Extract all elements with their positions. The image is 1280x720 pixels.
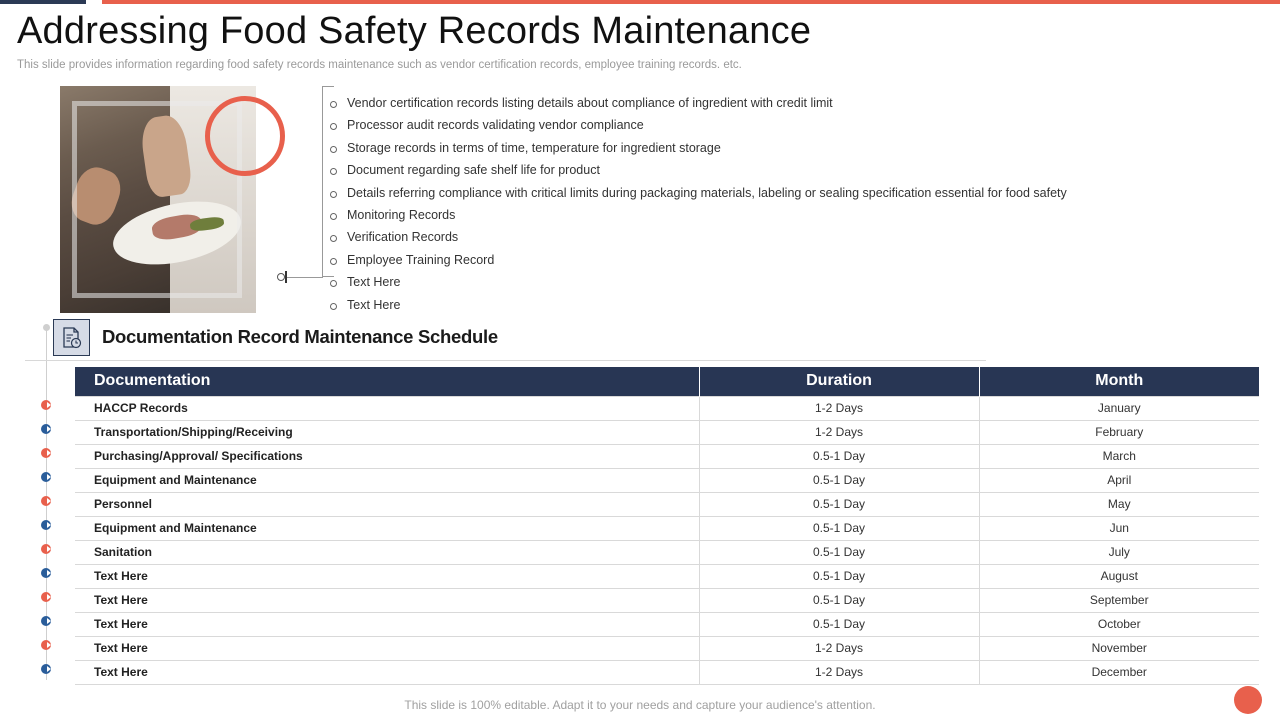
corner-dot bbox=[1234, 686, 1262, 714]
document-clock-svg bbox=[60, 326, 84, 350]
row-marker-icon bbox=[41, 640, 51, 650]
header-month: Month bbox=[979, 367, 1259, 396]
cell-duration: 0.5-1 Day bbox=[699, 540, 979, 564]
list-item-text: Verification Records bbox=[347, 230, 459, 245]
list-item-text: Monitoring Records bbox=[347, 207, 456, 222]
row-marker-icon bbox=[41, 664, 51, 674]
cell-duration: 0.5-1 Day bbox=[699, 516, 979, 540]
list-item bbox=[330, 183, 1067, 205]
document-clock-icon bbox=[53, 319, 90, 356]
cell-month: January bbox=[979, 396, 1259, 420]
list-item-text: Document regarding safe shelf life for product bbox=[347, 163, 600, 178]
footer-note: This slide is 100% editable. Adapt it to your needs and capture your audience's attention. bbox=[404, 698, 876, 712]
table-row bbox=[75, 492, 1259, 516]
cell-duration: 0.5-1 Day bbox=[699, 588, 979, 612]
cell-month: October bbox=[979, 612, 1259, 636]
row-marker-icon bbox=[41, 472, 51, 482]
list-item bbox=[330, 227, 1067, 249]
section-title: Documentation Record Maintenance Schedule bbox=[102, 326, 498, 347]
list-item-text: Text Here bbox=[347, 275, 401, 290]
cell-duration: 1-2 Days bbox=[699, 396, 979, 420]
table-row bbox=[75, 420, 1259, 444]
row-marker-icon bbox=[41, 616, 51, 626]
cell-month: August bbox=[979, 564, 1259, 588]
page-title: Addressing Food Safety Records Maintenance bbox=[17, 10, 812, 52]
cell-documentation: Personnel bbox=[75, 492, 699, 516]
list-item bbox=[330, 138, 1067, 160]
table-row bbox=[75, 660, 1259, 684]
row-marker-icon bbox=[41, 520, 51, 530]
list-item bbox=[330, 93, 1067, 115]
table-row bbox=[75, 444, 1259, 468]
cell-documentation: Purchasing/Approval/ Specifications bbox=[75, 444, 699, 468]
table-row bbox=[75, 612, 1259, 636]
row-marker-icon bbox=[41, 544, 51, 554]
page-subtitle: This slide provides information regarding food safety records maintenance such as vendor certification records, employee training records. etc. bbox=[17, 59, 742, 71]
header-documentation: Documentation bbox=[75, 367, 699, 396]
bullet-dot-icon bbox=[330, 213, 337, 220]
row-marker-icon bbox=[41, 592, 51, 602]
list-item bbox=[330, 160, 1067, 182]
table-row bbox=[75, 540, 1259, 564]
cell-month: May bbox=[979, 492, 1259, 516]
list-item bbox=[330, 205, 1067, 227]
cell-duration: 0.5-1 Day bbox=[699, 468, 979, 492]
table-row bbox=[75, 564, 1259, 588]
list-connector-tick bbox=[285, 271, 287, 283]
list-item-text: Details referring compliance with critical limits during packaging materials, labeling or sealing specification essential for food safety bbox=[347, 185, 1067, 200]
bullet-dot-icon bbox=[330, 280, 337, 287]
cell-documentation: Text Here bbox=[75, 564, 699, 588]
table-row bbox=[75, 396, 1259, 420]
row-marker-icon bbox=[41, 400, 51, 410]
cell-duration: 0.5-1 Day bbox=[699, 492, 979, 516]
cell-documentation: Text Here bbox=[75, 660, 699, 684]
header-duration: Duration bbox=[699, 367, 979, 396]
cell-duration: 1-2 Days bbox=[699, 660, 979, 684]
cell-duration: 1-2 Days bbox=[699, 636, 979, 660]
table-header-row bbox=[75, 367, 1259, 396]
cell-documentation: Sanitation bbox=[75, 540, 699, 564]
bullet-dot-icon bbox=[330, 258, 337, 265]
row-marker-icon bbox=[41, 424, 51, 434]
table-row bbox=[75, 588, 1259, 612]
bullet-dot-icon bbox=[330, 101, 337, 108]
row-marker-icon bbox=[41, 496, 51, 506]
cell-duration: 0.5-1 Day bbox=[699, 564, 979, 588]
cell-duration: 1-2 Days bbox=[699, 420, 979, 444]
row-marker-icon bbox=[41, 448, 51, 458]
table-row bbox=[75, 636, 1259, 660]
cell-month: December bbox=[979, 660, 1259, 684]
cell-month: February bbox=[979, 420, 1259, 444]
cell-documentation: Equipment and Maintenance bbox=[75, 516, 699, 540]
cell-duration: 0.5-1 Day bbox=[699, 612, 979, 636]
bullet-dot-icon bbox=[330, 168, 337, 175]
bullet-dot-icon bbox=[330, 123, 337, 130]
list-item bbox=[330, 295, 1067, 317]
schedule-table bbox=[75, 367, 1259, 685]
cell-documentation: Text Here bbox=[75, 612, 699, 636]
cell-documentation: Transportation/Shipping/Receiving bbox=[75, 420, 699, 444]
list-item bbox=[330, 250, 1067, 272]
list-item-text: Text Here bbox=[347, 297, 401, 312]
bullet-dot-icon bbox=[330, 303, 337, 310]
list-item-text: Storage records in terms of time, temperature for ingredient storage bbox=[347, 140, 721, 155]
cell-documentation: Equipment and Maintenance bbox=[75, 468, 699, 492]
list-item-text: Employee Training Record bbox=[347, 252, 495, 267]
section-divider bbox=[25, 360, 986, 361]
cell-month: Jun bbox=[979, 516, 1259, 540]
cell-month: April bbox=[979, 468, 1259, 492]
list-connector bbox=[287, 277, 323, 278]
row-marker-icon bbox=[41, 568, 51, 578]
bullet-dot-icon bbox=[330, 191, 337, 198]
list-item-text: Vendor certification records listing details about compliance of ingredient with credit limit bbox=[347, 96, 833, 110]
table-row bbox=[75, 468, 1259, 492]
top-bar-accent bbox=[102, 0, 1280, 4]
list-item-text: Processor audit records validating vendor compliance bbox=[347, 118, 644, 133]
cell-documentation: Text Here bbox=[75, 588, 699, 612]
top-bar-dark bbox=[0, 0, 86, 4]
list-item bbox=[330, 115, 1067, 137]
list-item bbox=[330, 272, 1067, 294]
cell-documentation: Text Here bbox=[75, 636, 699, 660]
cell-duration: 0.5-1 Day bbox=[699, 444, 979, 468]
records-bullet-list bbox=[330, 93, 1067, 317]
list-connector-dot bbox=[277, 273, 285, 281]
bullet-dot-icon bbox=[330, 235, 337, 242]
decorative-circle bbox=[205, 96, 285, 176]
cell-month: July bbox=[979, 540, 1259, 564]
table-row bbox=[75, 516, 1259, 540]
cell-documentation: HACCP Records bbox=[75, 396, 699, 420]
cell-month: November bbox=[979, 636, 1259, 660]
cell-month: September bbox=[979, 588, 1259, 612]
bullet-dot-icon bbox=[330, 146, 337, 153]
cell-month: March bbox=[979, 444, 1259, 468]
